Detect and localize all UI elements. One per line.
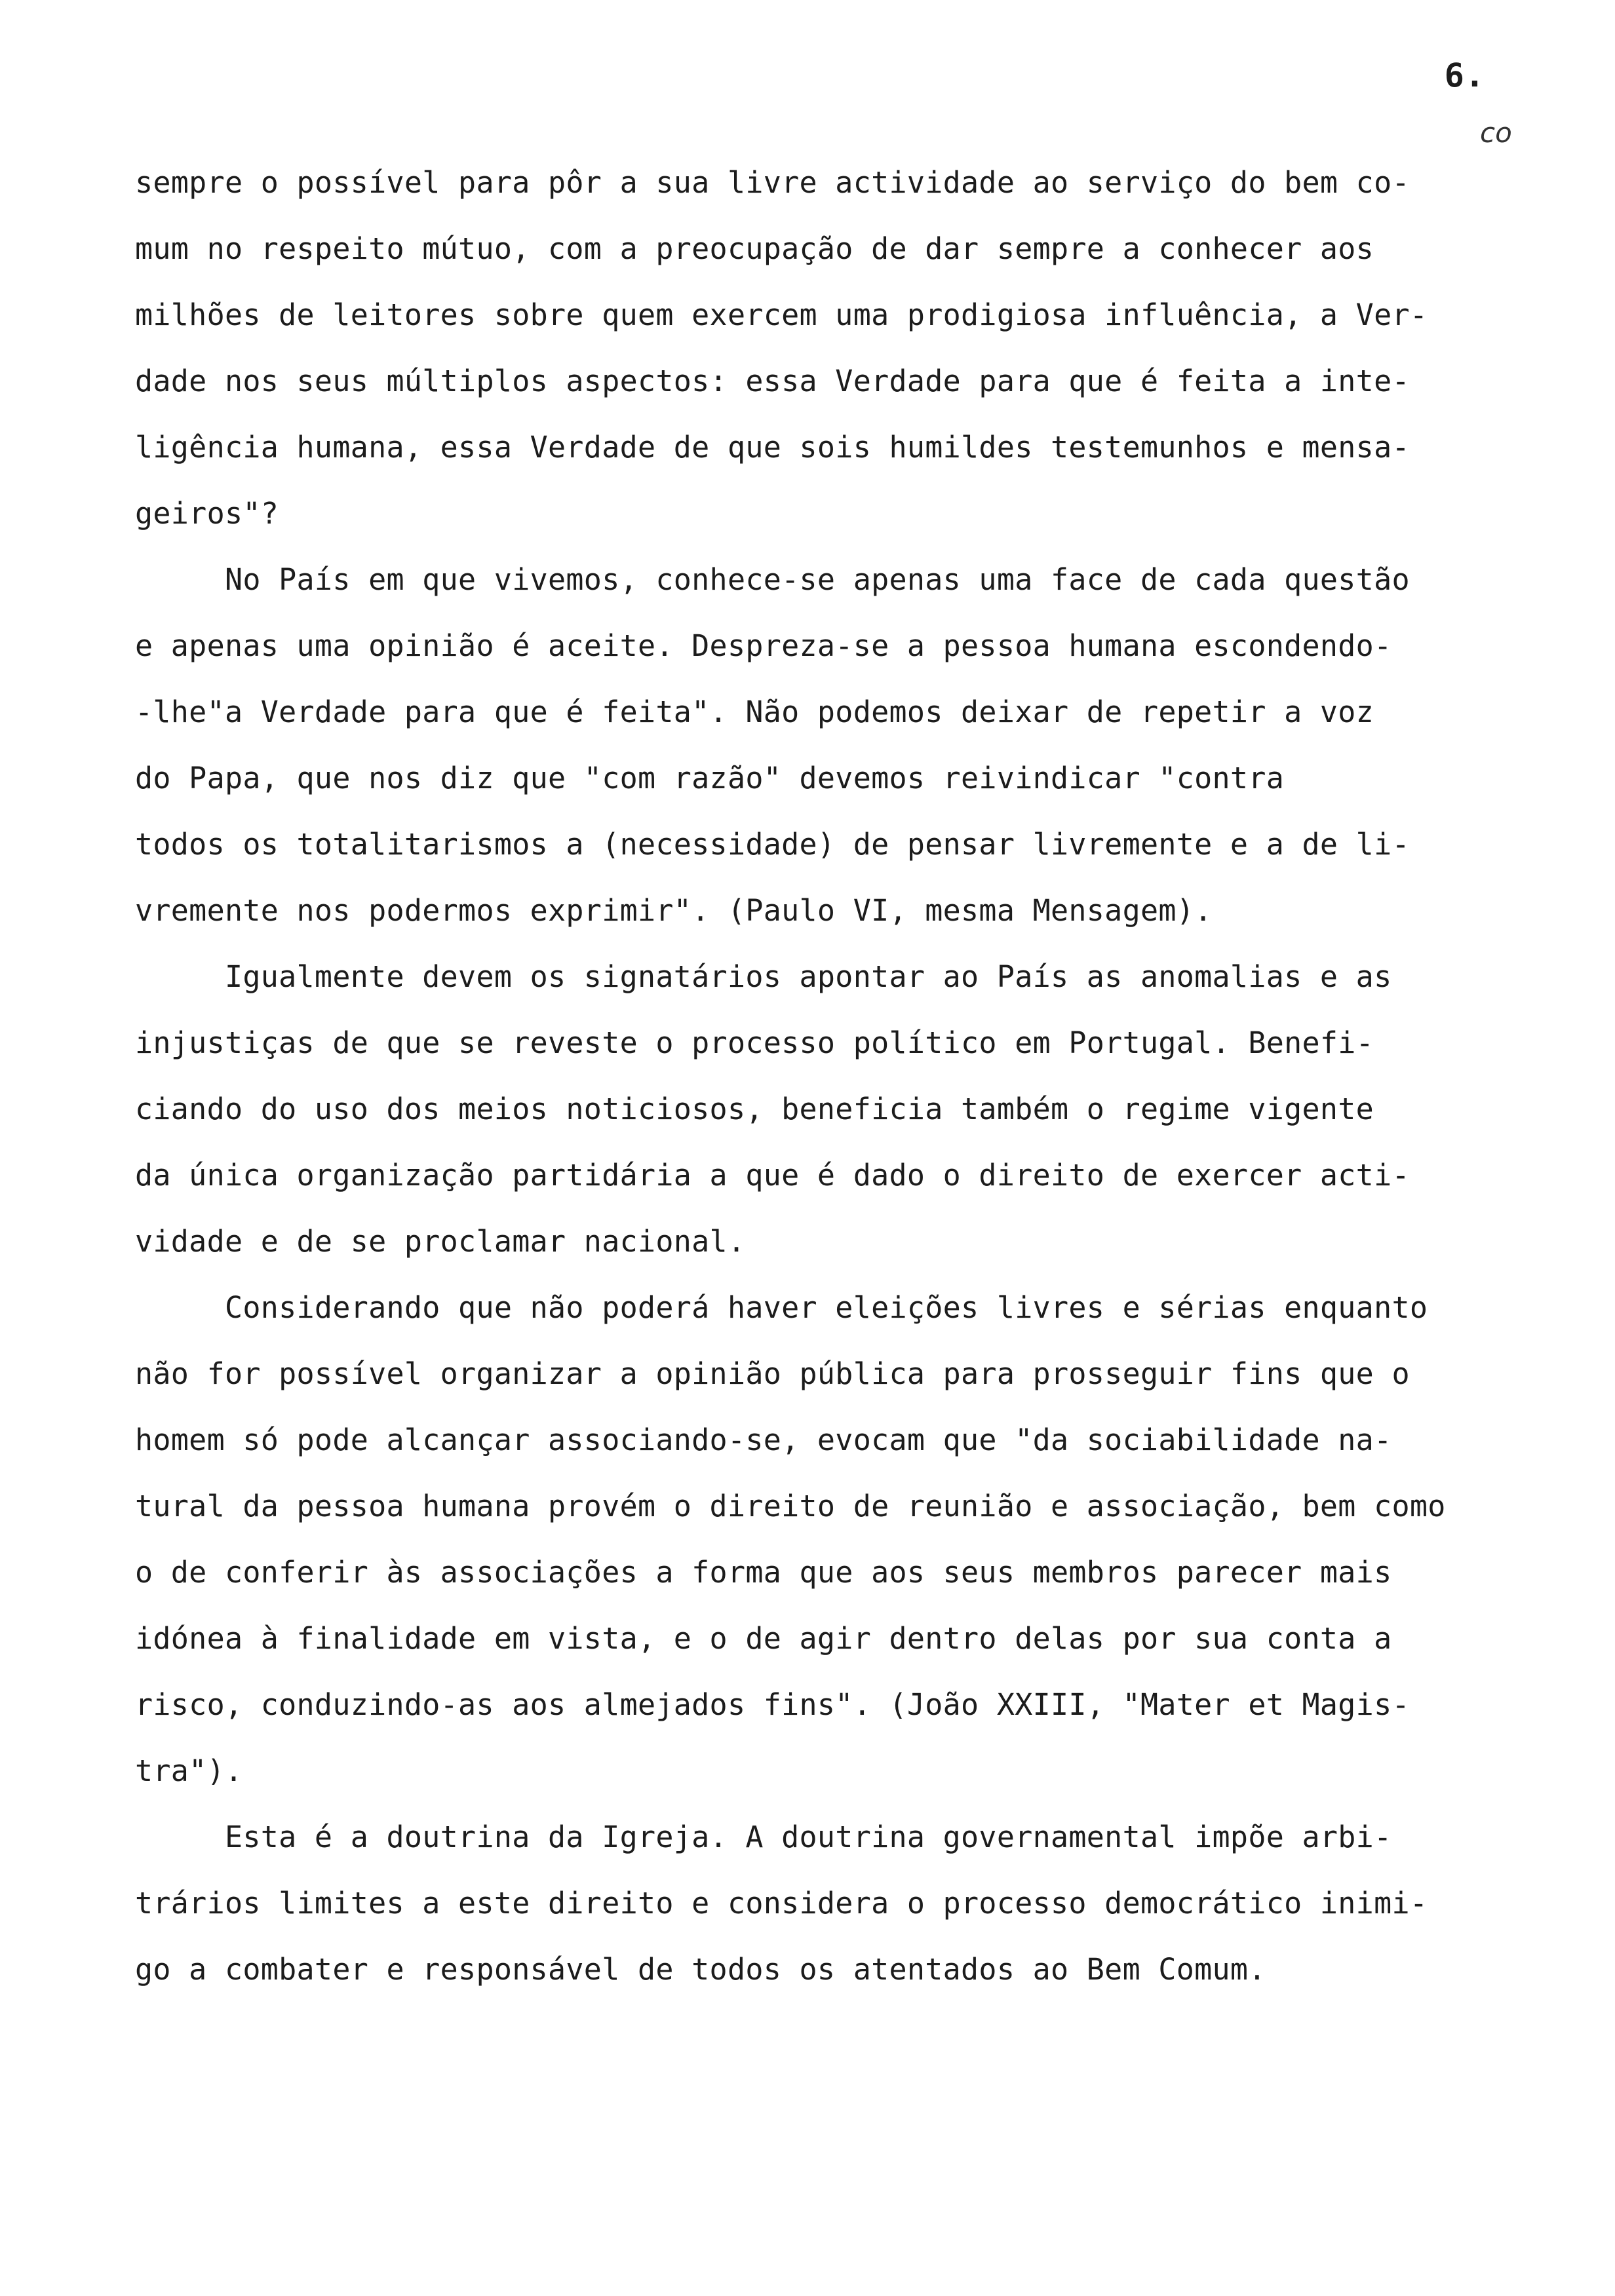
text-line: ligência humana, essa Verdade de que sois humildes testemunhos e mensa- <box>135 430 1410 465</box>
text-line: tural da pessoa humana provém o direito de reunião e associação, bem como <box>135 1489 1446 1523</box>
text-line: homem só pode alcançar associando-se, evocam que "da sociabilidade na- <box>135 1423 1392 1457</box>
text-line: da única organização partidária a que é dado o direito de exercer acti- <box>135 1158 1410 1193</box>
text-line: todos os totalitarismos a (necessidade) de pensar livremente e a de li- <box>135 827 1410 862</box>
text-line: Igualmente devem os signatários apontar ao País as anomalias e as <box>135 959 1392 994</box>
text-line: No País em que vivemos, conhece-se apenas uma face de cada questão <box>135 562 1410 597</box>
text-line: trários limites a este direito e considera o processo democrático inimi- <box>135 1886 1428 1921</box>
text-line: não for possível organizar a opinião pública para prosseguir fins que o <box>135 1356 1410 1391</box>
text-line: vremente nos podermos exprimir". (Paulo VI, mesma Mensagem). <box>135 893 1213 928</box>
text-line: geiros"? <box>135 496 279 531</box>
document-body <box>135 149 1564 2002</box>
text-line: Considerando que não poderá haver eleições livres e sérias enquanto <box>135 1290 1428 1325</box>
text-line: vidade e de se proclamar nacional. <box>135 1224 746 1259</box>
text-line: milhões de leitores sobre quem exercem uma prodigiosa influência, a Ver- <box>135 297 1428 332</box>
text-line: Esta é a doutrina da Igreja. A doutrina governamental impõe arbi- <box>135 1820 1392 1854</box>
text-line: dade nos seus múltiplos aspectos: essa Verdade para que é feita a inte- <box>135 364 1410 398</box>
text-line: e apenas uma opinião é aceite. Despreza-se a pessoa humana escondendo- <box>135 628 1392 663</box>
text-line: do Papa, que nos diz que "com razão" devemos reivindicar "contra <box>135 761 1285 795</box>
text-line: risco, conduzindo-as aos almejados fins". (João XXIII, "Mater et Magis- <box>135 1687 1410 1722</box>
text-line: idónea à finalidade em vista, e o de agir dentro delas por sua conta a <box>135 1621 1392 1656</box>
text-line: tra"). <box>135 1753 243 1788</box>
text-line: go a combater e responsável de todos os atentados ao Bem Comum. <box>135 1952 1266 1987</box>
text-line: ciando do uso dos meios noticiosos, beneficia também o regime vigente <box>135 1092 1374 1126</box>
text-line: injustiças de que se reveste o processo político em Portugal. Benefi- <box>135 1025 1374 1060</box>
text-line: -lhe"a Verdade para que é feita". Não podemos deixar de repetir a voz <box>135 695 1374 729</box>
text-line: sempre o possível para pôr a sua livre actividade ao serviço do bem co- <box>135 165 1410 200</box>
page-number: 6. <box>1444 56 1485 94</box>
text-line: mum no respeito mútuo, com a preocupação de dar sempre a conhecer aos <box>135 231 1374 266</box>
handwritten-correction-mark: co <box>1480 117 1512 149</box>
text-line: o de conferir às associações a forma que aos seus membros parecer mais <box>135 1555 1392 1590</box>
